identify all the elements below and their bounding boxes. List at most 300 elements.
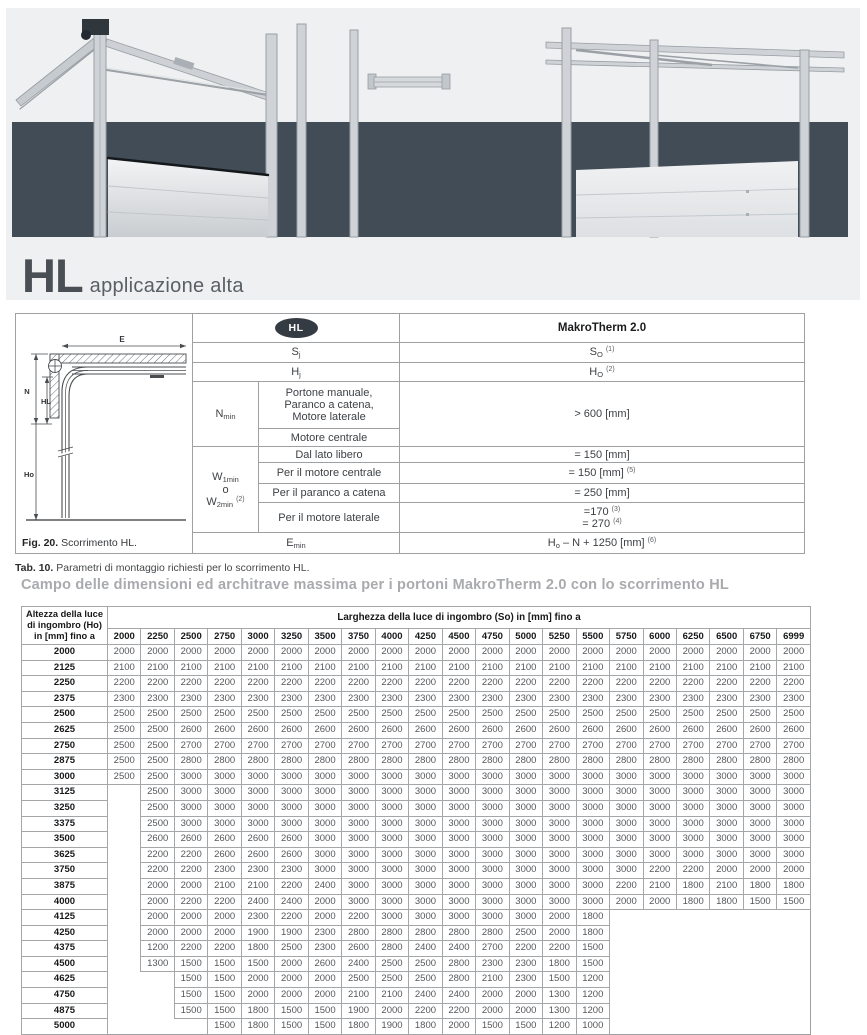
dim-cell: 3000 — [509, 800, 542, 816]
dim-cell: 3000 — [509, 894, 542, 910]
dim-col-header: 3000 — [241, 629, 274, 645]
dim-cell: 2300 — [275, 691, 308, 707]
dim-cell: 2100 — [643, 660, 676, 676]
dim-cell: 3000 — [743, 832, 776, 848]
dim-cell: 2000 — [643, 894, 676, 910]
dim-cell: 3000 — [174, 769, 207, 785]
dim-cell: 2000 — [543, 910, 576, 926]
dim-col-header: 6999 — [777, 629, 811, 645]
dim-cell: 2800 — [442, 956, 475, 972]
dim-cell: 3000 — [610, 832, 643, 848]
hl-badge-cell — [193, 314, 400, 343]
dim-row-header: 4875 — [22, 1003, 108, 1019]
dim-cell: 2300 — [676, 691, 709, 707]
dim-cell: 2600 — [342, 941, 375, 957]
dim-cell: 1800 — [576, 925, 609, 941]
dim-cell: 3000 — [174, 816, 207, 832]
dim-cell: 3000 — [576, 816, 609, 832]
dim-cell: 2000 — [141, 894, 174, 910]
dim-cell — [108, 785, 141, 801]
dim-cell: 1200 — [576, 1003, 609, 1019]
dim-cell: 2500 — [710, 707, 743, 723]
dim-cell: 3000 — [676, 847, 709, 863]
dim-row-header: 2875 — [22, 754, 108, 770]
dim-cell — [643, 1003, 676, 1019]
dim-cell: 2400 — [342, 956, 375, 972]
dim-col-header: 2750 — [208, 629, 241, 645]
dim-cell: 2600 — [174, 722, 207, 738]
dim-cell: 2400 — [409, 988, 442, 1004]
dim-cell: 2300 — [208, 691, 241, 707]
dim-cell: 1500 — [275, 1003, 308, 1019]
dim-cell: 2300 — [174, 691, 207, 707]
dim-cell: 1300 — [543, 988, 576, 1004]
dim-cell: 3000 — [409, 894, 442, 910]
dim-cell — [108, 956, 141, 972]
dim-cell: 2100 — [208, 660, 241, 676]
dim-cell: 3000 — [509, 816, 542, 832]
dim-cell: 3000 — [375, 894, 408, 910]
dim-cell: 2600 — [576, 722, 609, 738]
dim-table-body — [22, 645, 811, 1035]
dim-cell — [777, 925, 811, 941]
dim-cell: 3000 — [308, 785, 341, 801]
dim-cell — [643, 925, 676, 941]
dim-cell: 3000 — [676, 769, 709, 785]
dim-cell: 2200 — [743, 676, 776, 692]
dim-cell: 2200 — [643, 676, 676, 692]
dim-cell: 2000 — [743, 863, 776, 879]
dim-cell: 3000 — [676, 800, 709, 816]
dim-cell: 3000 — [241, 785, 274, 801]
dim-cell: 3000 — [442, 910, 475, 926]
dim-cell: 2100 — [308, 660, 341, 676]
dim-cell: 2200 — [141, 847, 174, 863]
dim-cell: 3000 — [375, 910, 408, 926]
dim-cell: 3000 — [476, 894, 509, 910]
table-row — [22, 1003, 811, 1019]
dim-cell: 3000 — [208, 769, 241, 785]
dim-cell: 1800 — [676, 894, 709, 910]
dim-cell: 3000 — [375, 878, 408, 894]
dim-cell: 3000 — [342, 816, 375, 832]
dim-cell: 2000 — [676, 645, 709, 661]
dim-cell: 3000 — [509, 785, 542, 801]
dim-cell: 3000 — [174, 785, 207, 801]
param-hj: $H_j$ — [193, 363, 400, 382]
dim-cell: 2500 — [208, 707, 241, 723]
dim-col-header: 2000 — [108, 629, 141, 645]
dim-cell: 2000 — [174, 910, 207, 926]
dim-cell: 2600 — [174, 832, 207, 848]
dim-cell: 2700 — [676, 738, 709, 754]
dim-col-header: 5750 — [610, 629, 643, 645]
dim-cell: 2100 — [476, 660, 509, 676]
dim-cell: 3000 — [208, 800, 241, 816]
dim-row-header: 5000 — [22, 1019, 108, 1035]
dim-col-header: 5000 — [509, 629, 542, 645]
dim-cell: 2600 — [241, 847, 274, 863]
dim-cell: 3000 — [710, 847, 743, 863]
dim-cell: 2700 — [442, 738, 475, 754]
value-hj: $H_O$ $^{(2)}$ — [400, 363, 805, 382]
table-row — [22, 894, 811, 910]
dim-cell: 2800 — [710, 754, 743, 770]
dim-cell — [610, 925, 643, 941]
dim-row-header: 3000 — [22, 769, 108, 785]
dim-cell: 3000 — [476, 769, 509, 785]
dim-cell: 2200 — [174, 676, 207, 692]
dim-cell: 2500 — [108, 722, 141, 738]
dim-cell: 2600 — [308, 722, 341, 738]
dim-cell: 2200 — [174, 894, 207, 910]
dim-cell: 2500 — [141, 707, 174, 723]
table-row — [22, 878, 811, 894]
dim-cell — [610, 910, 643, 926]
dim-cell: 3000 — [375, 800, 408, 816]
param-emin: $E_{min}$ — [193, 533, 400, 554]
dim-cell: 3000 — [375, 816, 408, 832]
dim-cell: 3000 — [509, 847, 542, 863]
dim-cell — [643, 910, 676, 926]
dim-cell: 3000 — [308, 816, 341, 832]
dim-cell — [108, 800, 141, 816]
dim-cell: 1900 — [342, 1003, 375, 1019]
dim-cell: 2600 — [476, 722, 509, 738]
section-title-sub: applicazione alta — [89, 275, 244, 297]
dim-cell: 2200 — [108, 676, 141, 692]
fig20-schematic — [22, 332, 188, 530]
dim-cell: 3000 — [308, 800, 341, 816]
dim-cell: 2600 — [241, 832, 274, 848]
dim-cell: 3000 — [442, 878, 475, 894]
dim-cell: 2700 — [241, 738, 274, 754]
dim-row-header: 3250 — [22, 800, 108, 816]
dim-cell — [710, 910, 743, 926]
dim-cell — [777, 910, 811, 926]
dim-cell: 2000 — [241, 645, 274, 661]
dim-cell — [710, 1003, 743, 1019]
dim-cell — [610, 972, 643, 988]
table-row — [22, 676, 811, 692]
dim-cell: 1800 — [576, 910, 609, 926]
dim-cell — [108, 832, 141, 848]
dim-cell: 3000 — [676, 785, 709, 801]
dim-row-header: 4125 — [22, 910, 108, 926]
dim-cell: 3000 — [676, 832, 709, 848]
dim-row-header: 2750 — [22, 738, 108, 754]
dim-cell: 2000 — [442, 1019, 475, 1035]
dim-col-header: 6000 — [643, 629, 676, 645]
dim-cell: 2400 — [275, 894, 308, 910]
dim-cell: 3000 — [543, 847, 576, 863]
dim-cell: 2000 — [174, 645, 207, 661]
table-row — [22, 972, 811, 988]
dim-cell: 2500 — [375, 972, 408, 988]
value-w-chain: = 250 [mm] — [400, 484, 805, 503]
dim-cell: 2700 — [543, 738, 576, 754]
table-row — [22, 754, 811, 770]
dimension-table-title: Campo delle dimensioni ed architrave massima per i portoni MakroTherm 2.0 con lo scorrimento HL — [21, 577, 729, 593]
dim-cell: 2500 — [141, 754, 174, 770]
dim-cell: 3000 — [375, 785, 408, 801]
figure-caption: Fig. 20. Scorrimento HL. — [22, 537, 137, 549]
dim-cell: 3000 — [576, 847, 609, 863]
dim-cell: 3000 — [409, 863, 442, 879]
dim-cell: 2000 — [576, 645, 609, 661]
dim-cell — [676, 1019, 709, 1035]
dim-cell: 2500 — [108, 707, 141, 723]
dim-cell: 2600 — [342, 722, 375, 738]
dim-cell: 2200 — [174, 847, 207, 863]
dim-cell: 2000 — [141, 910, 174, 926]
dim-cell: 2600 — [275, 832, 308, 848]
dim-cell: 3000 — [509, 910, 542, 926]
dim-cell: 3000 — [208, 816, 241, 832]
dim-cell: 2200 — [409, 1003, 442, 1019]
dim-cell: 2800 — [375, 941, 408, 957]
dim-col-header: 6500 — [710, 629, 743, 645]
dim-cell — [710, 941, 743, 957]
dim-cell: 1200 — [576, 972, 609, 988]
dim-cell: 3000 — [743, 800, 776, 816]
dim-cell: 3000 — [342, 769, 375, 785]
dim-cell — [108, 1019, 141, 1035]
dim-cell: 1500 — [241, 956, 274, 972]
dim-cell: 3000 — [543, 800, 576, 816]
dim-cell: 3000 — [442, 832, 475, 848]
dim-cell: 1800 — [743, 878, 776, 894]
dim-cell: 2700 — [610, 738, 643, 754]
dim-cell: 2700 — [409, 738, 442, 754]
dim-row-header: 2250 — [22, 676, 108, 692]
dim-cell: 2500 — [141, 769, 174, 785]
fig20-diagram-cell — [16, 314, 193, 554]
dim-cell: 2400 — [442, 988, 475, 1004]
dim-cell: 3000 — [610, 816, 643, 832]
table-row — [22, 910, 811, 926]
dim-cell: 3000 — [576, 769, 609, 785]
dim-cell: 2300 — [442, 691, 475, 707]
dim-cell: 2700 — [308, 738, 341, 754]
dim-cell: 1500 — [208, 988, 241, 1004]
dim-cell: 2800 — [342, 925, 375, 941]
dim-cell: 2600 — [409, 722, 442, 738]
dim-cell — [108, 894, 141, 910]
dim-cell — [610, 941, 643, 957]
dim-cell: 2300 — [241, 910, 274, 926]
dim-col-header: 4250 — [409, 629, 442, 645]
table-row — [22, 738, 811, 754]
dim-cell: 2200 — [610, 676, 643, 692]
dim-cell: 3000 — [576, 832, 609, 848]
dim-cell — [643, 988, 676, 1004]
dim-cell: 3000 — [610, 785, 643, 801]
dim-col-header: 5500 — [576, 629, 609, 645]
dim-cell: 1500 — [308, 1019, 341, 1035]
dim-cell: 2800 — [409, 925, 442, 941]
dim-cell: 2000 — [275, 645, 308, 661]
dim-cell: 2000 — [174, 925, 207, 941]
dim-cell: 2500 — [308, 707, 341, 723]
value-nmin: > 600 [mm] — [400, 382, 805, 447]
dim-cell — [676, 972, 709, 988]
dim-cell: 2300 — [476, 956, 509, 972]
dim-row-header: 4625 — [22, 972, 108, 988]
dim-cell — [141, 1019, 174, 1035]
dim-cell: 2600 — [208, 722, 241, 738]
dim-cell: 2200 — [710, 676, 743, 692]
dim-cell: 3000 — [442, 800, 475, 816]
dim-cell: 2800 — [576, 754, 609, 770]
dim-cell: 3000 — [777, 816, 811, 832]
dim-cell: 2700 — [743, 738, 776, 754]
dim-cell — [676, 1003, 709, 1019]
dim-cell: 1200 — [543, 1019, 576, 1035]
dim-col-header: 5250 — [543, 629, 576, 645]
dim-cell: 3000 — [241, 769, 274, 785]
table-row — [22, 707, 811, 723]
dim-cell: 3000 — [375, 769, 408, 785]
dim-cell: 2000 — [476, 1003, 509, 1019]
dim-cell: 2000 — [275, 972, 308, 988]
value-w-lateral: =170 $^{(3)}$ = 270 $^{(4)}$ — [400, 503, 805, 533]
dim-cell: 1300 — [141, 956, 174, 972]
dim-cell — [610, 988, 643, 1004]
dim-cell: 2600 — [141, 832, 174, 848]
dim-cell: 2800 — [743, 754, 776, 770]
dim-cell: 2400 — [409, 941, 442, 957]
dim-cell: 2000 — [208, 645, 241, 661]
dim-cell: 2500 — [543, 707, 576, 723]
dim-cell: 2200 — [476, 676, 509, 692]
dim-cell: 2200 — [576, 676, 609, 692]
dim-cell: 2800 — [476, 925, 509, 941]
hero-panel — [6, 8, 860, 300]
dimension-table — [21, 606, 811, 1035]
dim-cell: 3000 — [543, 894, 576, 910]
dim-cell: 2500 — [375, 707, 408, 723]
dim-cell: 2700 — [777, 738, 811, 754]
dim-cell: 2700 — [710, 738, 743, 754]
dim-cell: 1500 — [208, 972, 241, 988]
dim-cell: 3000 — [342, 863, 375, 879]
desc-w-chain: Per il paranco a catena — [259, 484, 400, 503]
hl-badge: HL — [275, 318, 318, 338]
dim-cell: 2100 — [576, 660, 609, 676]
dim-cell — [676, 988, 709, 1004]
dim-cell: 2800 — [174, 754, 207, 770]
dim-cell: 2000 — [208, 925, 241, 941]
dim-cell: 2700 — [476, 941, 509, 957]
dim-cell: 3000 — [676, 816, 709, 832]
dim-cell: 2500 — [509, 925, 542, 941]
dim-cell: 3000 — [342, 800, 375, 816]
dim-cell: 2000 — [643, 645, 676, 661]
dim-cell: 3000 — [241, 816, 274, 832]
dim-cell: 3000 — [375, 847, 408, 863]
dim-cell: 2200 — [241, 676, 274, 692]
dim-cell: 2800 — [308, 754, 341, 770]
dim-cell: 2700 — [643, 738, 676, 754]
dim-cell — [710, 925, 743, 941]
dim-cell: 3000 — [710, 800, 743, 816]
dim-cell: 2300 — [509, 956, 542, 972]
dim-cell: 2300 — [275, 863, 308, 879]
dim-cell: 2000 — [509, 1003, 542, 1019]
dim-cell: 3000 — [643, 785, 676, 801]
dim-cell: 2800 — [543, 754, 576, 770]
dim-cell: 2300 — [710, 691, 743, 707]
dim-cell: 2000 — [777, 645, 811, 661]
dim-cell: 2000 — [409, 645, 442, 661]
dim-cell — [610, 956, 643, 972]
dim-cell: 1800 — [241, 1019, 274, 1035]
dim-cell: 3000 — [743, 847, 776, 863]
dim-cell — [643, 941, 676, 957]
dim-cell: 2200 — [610, 878, 643, 894]
table-row — [22, 956, 811, 972]
dim-cell: 2500 — [409, 972, 442, 988]
dim-cell — [777, 941, 811, 957]
dim-cell: 1500 — [509, 1019, 542, 1035]
dim-cell: 2100 — [710, 660, 743, 676]
dim-cell: 2000 — [610, 645, 643, 661]
dim-cell: 2000 — [543, 645, 576, 661]
dim-cell: 3000 — [777, 847, 811, 863]
dim-cell: 2600 — [275, 847, 308, 863]
dim-cell: 3000 — [610, 847, 643, 863]
dim-cell: 3000 — [643, 816, 676, 832]
dim-cell: 3000 — [710, 816, 743, 832]
dim-cell: 1500 — [308, 1003, 341, 1019]
dim-cell: 2100 — [409, 660, 442, 676]
dim-cell: 2800 — [777, 754, 811, 770]
dim-cell — [108, 847, 141, 863]
desc-w-lateral: Per il motore laterale — [259, 503, 400, 533]
dim-cell: 2100 — [676, 660, 709, 676]
dim-cell: 2600 — [208, 832, 241, 848]
dim-cell: 3000 — [342, 785, 375, 801]
dim-cell: 1000 — [576, 1019, 609, 1035]
dim-cell: 3000 — [308, 847, 341, 863]
dim-cell: 1500 — [743, 894, 776, 910]
dim-cell: 3000 — [375, 863, 408, 879]
dim-cell: 1500 — [174, 956, 207, 972]
dim-cell — [643, 972, 676, 988]
dim-cell: 1900 — [275, 925, 308, 941]
dim-cell: 2000 — [375, 645, 408, 661]
dim-cell: 2100 — [241, 878, 274, 894]
value-w-free: = 150 [mm] — [400, 447, 805, 463]
dim-cell: 2000 — [308, 894, 341, 910]
dim-cell: 1900 — [375, 1019, 408, 1035]
dim-cell: 2000 — [174, 878, 207, 894]
dim-cell: 2000 — [208, 910, 241, 926]
dim-cell: 2800 — [375, 754, 408, 770]
dim-cell: 3000 — [710, 832, 743, 848]
dim-cell: 2300 — [743, 691, 776, 707]
dim-cell: 2600 — [509, 722, 542, 738]
dim-cell: 2300 — [241, 691, 274, 707]
dim-cell: 3000 — [442, 816, 475, 832]
dim-cell: 3000 — [342, 832, 375, 848]
dim-cell — [141, 988, 174, 1004]
dim-cell: 2100 — [442, 660, 475, 676]
dim-cell: 1500 — [174, 988, 207, 1004]
dim-cell: 2200 — [275, 676, 308, 692]
dim-cell — [777, 972, 811, 988]
